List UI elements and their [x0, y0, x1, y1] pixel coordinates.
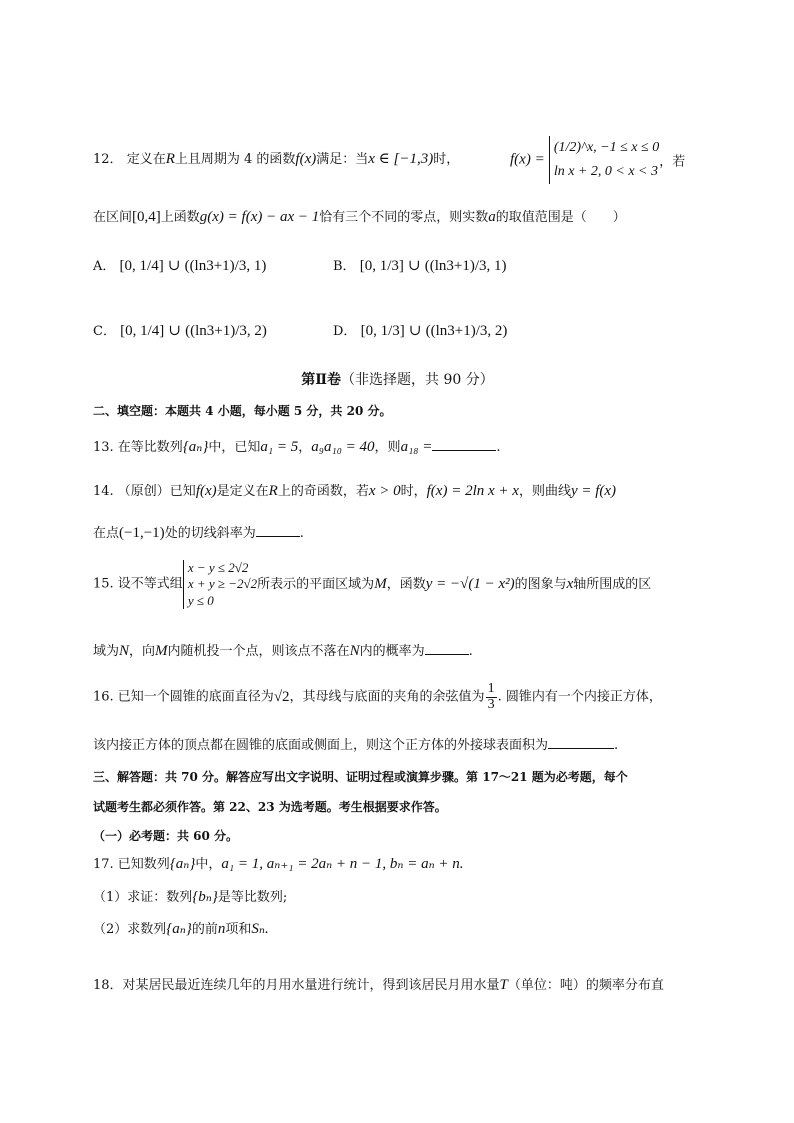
q12-text: 上函数 — [160, 210, 200, 225]
q14-text: 处的切线斜率为 — [164, 526, 256, 541]
q17-text: 中， — [195, 857, 222, 872]
q17-text: 是等比数列; — [217, 890, 288, 905]
q14-line2 — [93, 524, 702, 542]
q15-text: ，向 — [129, 644, 156, 659]
q14-text: 14. （原创）已知 — [93, 484, 196, 499]
part2-subtitle: （非选择题，共 90 分） — [341, 372, 494, 388]
q13-cond2: a₉a₁₀ = 40 — [311, 439, 375, 455]
option-left-interval: [0, 1/4] — [119, 258, 164, 274]
q12-cond: x ∈ [−1,3) — [368, 151, 434, 167]
q16-cos-den: 3 — [487, 696, 495, 712]
q12-line2 — [93, 208, 702, 226]
q14-text: 上的奇函数，若 — [277, 484, 369, 499]
q17-part2 — [93, 920, 702, 938]
q14-text: 在点 — [93, 526, 120, 541]
q16-text: 该内接正方体的顶点都在圆锥的底面或侧面上，则这个正方体的外接球表面积为 — [93, 738, 549, 753]
q14-text: 时， — [400, 484, 427, 499]
q15-text: ，函数 — [386, 577, 426, 593]
q15-M: M — [374, 576, 387, 593]
q13-cond1: a₁ = 5 — [260, 439, 299, 455]
q18-T: T — [499, 977, 508, 993]
q12-number: 12． — [93, 152, 123, 167]
q15-end: . — [468, 644, 473, 659]
q14-cond: x > 0 — [368, 483, 401, 499]
q16-text: ，其母线与底面的夹角的余弦值为 — [289, 689, 485, 705]
q16-text: 16. 已知一个圆锥的底面直径为 — [93, 689, 274, 705]
q13-text: ， — [298, 440, 312, 455]
q17-text: 项和 — [225, 922, 252, 937]
q15-text: 内随机投一个点，则该点不落在 — [167, 644, 350, 659]
q15-func: y = −√(1 − x²) — [425, 576, 515, 593]
q15-line1 — [93, 560, 702, 609]
option-label: C． — [93, 324, 116, 339]
q15-text: 内的概率为 — [359, 644, 425, 659]
q15-M: M — [155, 643, 168, 659]
q14-text: ，则曲线 — [518, 484, 571, 499]
option-b[interactable]: B． [0, 1/3] ∪ ((ln3+1)/3, 1) — [333, 258, 507, 274]
q16-answer-blank[interactable] — [548, 736, 614, 749]
q12-text: 恰有三个不同的零点，则实数 — [319, 210, 489, 225]
required-heading: （一）必考题：共 60 分。 — [93, 829, 239, 843]
option-right-interval: (ln3+1)/3, 1 — [429, 258, 502, 274]
q12-R: R — [165, 151, 175, 167]
q17-Sn: Sₙ. — [251, 921, 269, 937]
q15-text: 15. 设不等式组 — [93, 576, 183, 592]
q17-text: （1）求证：数列 — [93, 890, 193, 905]
option-d[interactable]: D． [0, 1/3] ∪ ((ln3+1)/3, 2) — [333, 323, 508, 339]
q15-line2 — [93, 642, 702, 660]
q15-ineq: x − y ≤ 2√2 — [187, 560, 249, 575]
option-label: B． — [333, 259, 356, 274]
q14-end: . — [299, 526, 304, 541]
q13-answer-blank[interactable] — [432, 438, 496, 451]
q15-N: N — [119, 643, 130, 659]
q13-text: ，则 — [374, 440, 401, 455]
q12-text: 的取值范围是（ ） — [495, 210, 626, 225]
q16-line1 — [93, 682, 702, 712]
q17-text: 17. 已知数列 — [93, 857, 170, 872]
q16-diameter: √2 — [273, 689, 290, 706]
section3-heading-line1: 三、解答题：共 70 分。解答应写出文字说明、证明过程或演算步骤。第 17～21 题为必考题，每个 — [93, 770, 628, 784]
q12-a: a — [488, 209, 496, 225]
q16-cos-fraction — [486, 682, 497, 712]
q15-answer-blank[interactable] — [425, 642, 469, 655]
q14-curve: y = f(x) — [570, 483, 617, 499]
section3-heading-line2: 试题考生都必须作答。第 22、23 为选考题。考生根据要求作答。 — [93, 800, 447, 814]
q14-R: R — [268, 483, 278, 499]
q16-line2 — [93, 736, 702, 754]
q17-text: （2）求数列 — [93, 922, 167, 937]
part2-title: 第Ⅱ卷 — [301, 372, 342, 388]
q17-seq: {aₙ} — [166, 921, 192, 937]
q17-text: 的前 — [191, 922, 218, 937]
part2-heading — [93, 372, 702, 389]
option-left-interval: [0, 1/3] — [359, 258, 404, 274]
q12-piecewise: f(x) = (1/2)^x, −1 ≤ x ≤ 0 ln x + 2, 0 < x < 3，若 — [510, 136, 685, 184]
q13-ask: a₁₈ = — [400, 439, 433, 455]
option-left-interval: [0, 1/3] — [360, 323, 405, 339]
q16-cos-num: 1 — [487, 681, 495, 696]
section2-heading: 二、填空题：本题共 4 小题，每小题 5 分，共 20 分。 — [93, 404, 392, 418]
q14-text: 是定义在 — [216, 484, 269, 499]
q18-line1 — [93, 976, 702, 994]
q16-end: . — [614, 738, 619, 753]
q15-text: 轴所围成的区 — [573, 577, 652, 593]
q17-seq: {bₙ} — [192, 889, 218, 905]
q12-text: 定义在 — [126, 152, 166, 167]
q12-piece1: (1/2)^x, −1 ≤ x ≤ 0 — [553, 140, 660, 155]
q15-text: 的图象与 — [514, 577, 567, 593]
q14-line1 — [93, 482, 702, 500]
option-right-interval: (ln3+1)/3, 2 — [190, 323, 262, 339]
q15-text: 所表示的平面区域为 — [257, 577, 375, 593]
q13 — [93, 438, 702, 456]
q13-text: 13. 在等比数列 — [93, 440, 183, 455]
q17-def: a₁ = 1, aₙ₊₁ = 2aₙ + n − 1, bₙ = aₙ + n. — [221, 856, 464, 872]
q13-text: 中，已知 — [208, 440, 261, 455]
q15-N: N — [349, 643, 360, 659]
q16-text: . 圆锥内有一个内接正方体， — [497, 689, 662, 705]
q12-text: 时， — [433, 152, 460, 167]
q15-x: x — [566, 576, 574, 593]
q14-answer-blank[interactable] — [256, 524, 300, 537]
option-left-interval: [0, 1/4] — [120, 323, 165, 339]
q14-fx: f(x) — [195, 483, 217, 499]
option-label: A． — [93, 259, 116, 274]
q15-ineq: y ≤ 0 — [187, 592, 214, 608]
q13-end: . — [496, 440, 501, 455]
option-a[interactable]: A． [0, 1/4] ∪ ((ln3+1)/3, 1) — [93, 258, 267, 274]
q15-ineq: x + y ≥ −2√2 — [187, 576, 258, 592]
option-label: D． — [333, 324, 357, 339]
q14-point: (−1,−1) — [119, 525, 165, 541]
q15-text: 域为 — [93, 644, 120, 659]
q12-text: 上且周期为 4 的函数 — [174, 152, 296, 167]
q18-text: （单位：吨）的频率分布直 — [507, 978, 664, 993]
q17-line1 — [93, 855, 702, 873]
q14-def: f(x) = 2ln x + x — [426, 483, 519, 499]
q12-text: 在区间 — [93, 210, 133, 225]
q12-gx: g(x) = f(x) − ax − 1 — [199, 209, 320, 225]
q17-seq: {aₙ} — [169, 856, 196, 872]
q13-seq: {aₙ} — [182, 439, 209, 455]
q12-fx: f(x) — [295, 151, 317, 167]
q18-text: 18．对某居民最近连续几年的月用水量进行统计，得到该居民月用水量 — [93, 978, 500, 993]
q12-text: 满足：当 — [316, 152, 369, 167]
q12-piece2: ln x + 2, 0 < x < 3 — [553, 163, 658, 179]
option-right-interval: (ln3+1)/3, 2 — [430, 323, 503, 339]
q12-interval: [0,4] — [132, 209, 161, 225]
q17-n: n — [217, 921, 226, 937]
q15-system — [183, 560, 257, 609]
option-c[interactable]: C． [0, 1/4] ∪ ((ln3+1)/3, 2) — [93, 323, 267, 339]
option-right-interval: (ln3+1)/3, 1 — [189, 258, 262, 274]
q12-text: ，若 — [659, 154, 686, 170]
q17-part1 — [93, 888, 702, 906]
